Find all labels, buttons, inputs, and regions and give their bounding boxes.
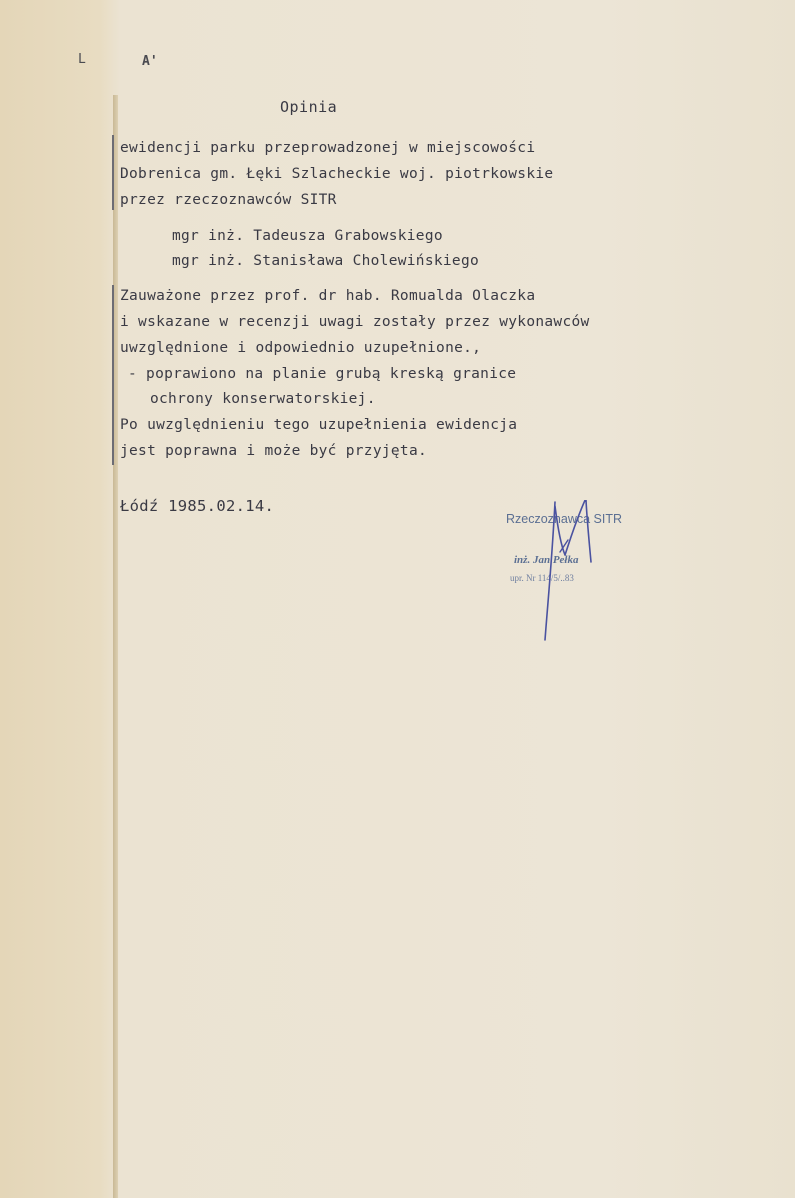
name-line: mgr inż. Stanisława Cholewińskiego [172, 253, 480, 269]
text-line: przez rzeczoznawców SITR [120, 192, 337, 208]
bullet-line: ochrony konserwatorskiej. [150, 391, 376, 407]
name-line: mgr inż. Tadeusza Grabowskiego [172, 228, 443, 244]
paper-backing-edge [113, 95, 118, 1198]
corner-mark-right: A' [142, 54, 158, 69]
stamp-number: upr. Nr 114/5/..83 [510, 573, 574, 583]
stamp-title: Rzeczoznawca SITR [506, 512, 623, 526]
stamp-name: inż. Jan Pełka [514, 554, 579, 566]
document-title: Opinia [280, 98, 338, 116]
text-line: jest poprawna i może być przyjęta. [120, 443, 428, 459]
text-line: Dobrenica gm. Łęki Szlacheckie woj. piotrkowskie [120, 166, 554, 182]
stamp-signature-block [498, 500, 658, 650]
corner-mark-left: L [78, 52, 86, 67]
bullet-line: - poprawiono na planie grubą kreską granice [128, 366, 517, 382]
margin-bar [112, 285, 114, 465]
handwritten-signature [498, 500, 658, 650]
text-line: uwzględnione i odpowiednio uzupełnione., [120, 340, 482, 356]
margin-bar [112, 135, 114, 210]
corner-marks [78, 52, 158, 69]
place-date: Łódź 1985.02.14. [120, 497, 275, 515]
text-line: ewidencji parku przeprowadzonej w miejscowości [120, 140, 536, 156]
text-line: Zauważone przez prof. dr hab. Romualda Olaczka [120, 288, 536, 304]
text-line: i wskazane w recenzji uwagi zostały przez wykonawców [120, 314, 590, 330]
text-line: Po uwzględnieniu tego uzupełnienia ewidencja [120, 417, 518, 433]
